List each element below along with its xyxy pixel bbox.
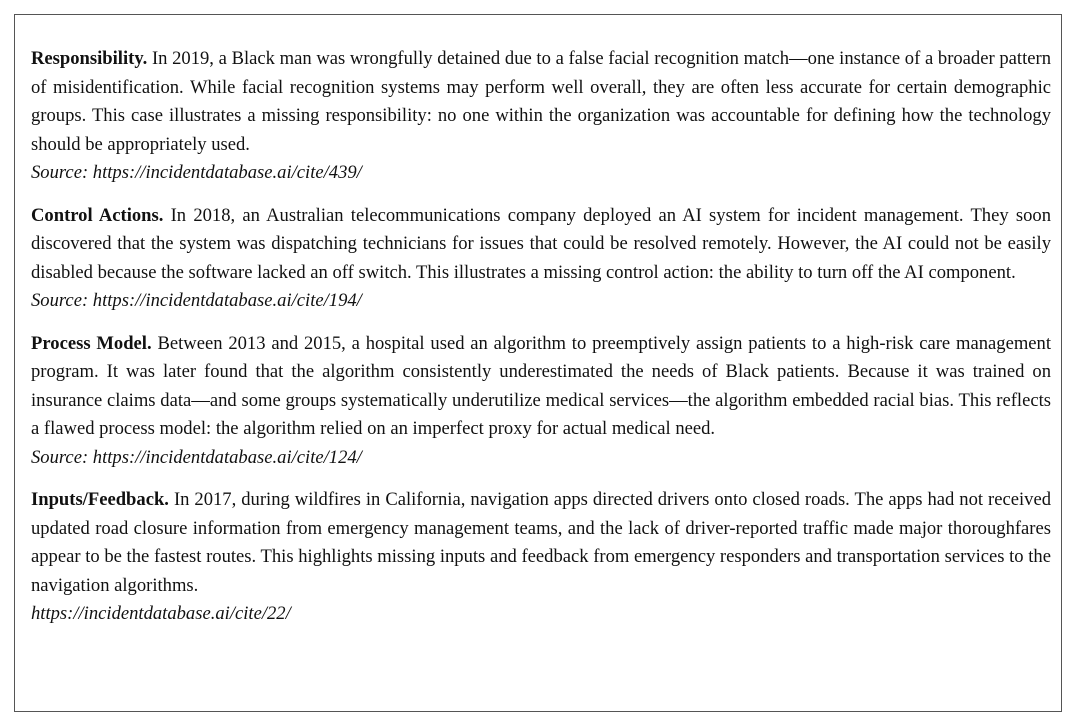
incident-examples-list [31, 45, 1051, 643]
entry-inputs-feedback [31, 486, 1051, 629]
entry-responsibility [31, 45, 1051, 188]
entry-heading: Inputs/Feedback. [31, 489, 169, 510]
entry-body: In 2018, an Australian telecommunications company deployed an AI system for incident management. They soon discovered that the system was dispatching technicians for issues that could be resolved remotely. However, the AI could not be easily disabled because the software lacked an off switch. This illustrates a missing control action: the ability to turn off the AI component. [31, 204, 1051, 283]
entry-paragraph [31, 45, 1051, 159]
entry-control-actions [31, 202, 1051, 316]
entry-heading: Process Model. [31, 332, 152, 354]
entry-process-model [31, 330, 1051, 473]
entry-body: In 2017, during wildfires in California, navigation apps directed drivers onto closed roads. The apps had not received updated road closure information from emergency management teams, and the lack of driver-reported traffic made major thoroughfares appear to be the fastest routes. This highlights missing inputs and feedback from emergency responders and transportation services to the navigation algorithms. [31, 489, 1052, 596]
entry-paragraph [31, 486, 1051, 600]
entry-source: Source: https://incidentdatabase.ai/cite/194/ [31, 290, 362, 311]
entry-body: In 2019, a Black man was wrongfully detained due to a false facial recognition match—one instance of a broader pattern of misidentification. While facial recognition systems may perform well overall, they are often less accurate for certain demographic groups. This case illustrates a missing responsibility: no one within the organization was accountable for defining how the technology should be appropriately used. [31, 48, 1051, 155]
entry-source: Source: https://incidentdatabase.ai/cite/439/ [31, 162, 362, 183]
entry-paragraph [31, 330, 1051, 444]
entry-paragraph [31, 202, 1051, 288]
entry-heading: Responsibility. [31, 48, 148, 69]
entry-heading: Control Actions. [31, 204, 164, 226]
incident-examples-box [14, 14, 1062, 712]
entry-body: Between 2013 and 2015, a hospital used an algorithm to preemptively assign patients to a high-risk care management program. It was later found that the algorithm consistently underestimated the needs of Black patients. Because it was trained on insurance claims data—and some groups systematically underutilize medical services—the algorithm embedded racial bias. This reflects a flawed process model: the algorithm relied on an imperfect proxy for actual medical need. [31, 332, 1051, 439]
entry-source: Source: https://incidentdatabase.ai/cite/124/ [31, 446, 362, 468]
entry-source: https://incidentdatabase.ai/cite/22/ [31, 603, 291, 624]
